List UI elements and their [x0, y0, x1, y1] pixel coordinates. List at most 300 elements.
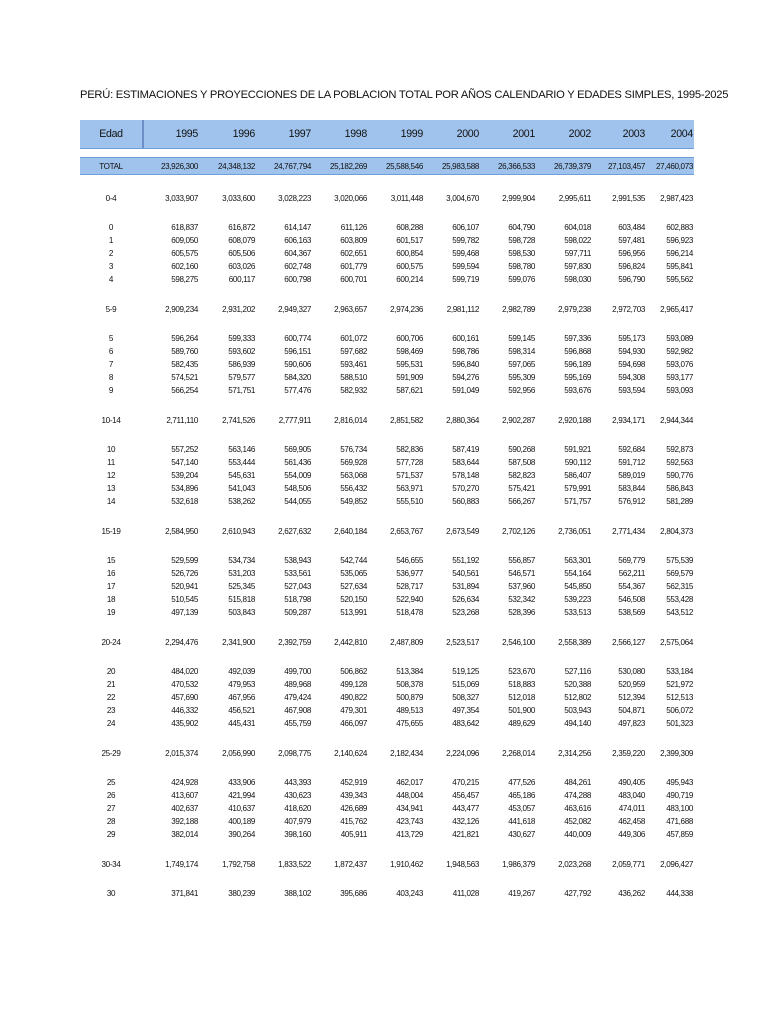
- population-cell: 392,188: [171, 817, 198, 826]
- population-cell: 471,688: [666, 817, 693, 826]
- table-row: [80, 593, 694, 606]
- population-cell: 533,184: [666, 667, 693, 676]
- population-cell: 540,561: [452, 569, 479, 578]
- age-group-row: [80, 301, 694, 317]
- population-cell: 577,476: [284, 386, 311, 395]
- population-cell: 591,712: [618, 458, 645, 467]
- age-label: 25: [106, 778, 116, 787]
- population-cell: 410,637: [228, 804, 255, 813]
- population-cell: 597,711: [564, 249, 591, 258]
- population-cell: 489,629: [508, 719, 535, 728]
- population-cell: 456,521: [228, 706, 255, 715]
- group-total-cell: 2,995,611: [558, 193, 591, 203]
- population-cell: 499,700: [284, 667, 311, 676]
- total-cell: 24,767,794: [273, 161, 311, 171]
- population-cell: 571,751: [228, 386, 255, 395]
- population-cell: 595,562: [666, 275, 693, 284]
- table-row: [80, 580, 694, 593]
- population-cell: 570,270: [452, 484, 479, 493]
- year-header: 2004: [670, 128, 693, 140]
- population-cell: 512,513: [666, 693, 693, 702]
- year-header: 1996: [232, 128, 255, 140]
- population-cell: 593,602: [228, 347, 255, 356]
- population-cell: 441,618: [508, 817, 535, 826]
- population-cell: 532,342: [508, 595, 535, 604]
- population-cell: 591,921: [564, 445, 591, 454]
- group-total-cell: 2,965,417: [660, 304, 693, 314]
- table-row: [80, 234, 694, 247]
- population-cell: 555,510: [396, 497, 423, 506]
- population-cell: 596,214: [666, 249, 693, 258]
- age-label: 3: [108, 262, 114, 271]
- population-cell: 571,757: [564, 497, 591, 506]
- population-cell: 599,076: [508, 275, 535, 284]
- population-cell: 489,513: [396, 706, 423, 715]
- age-label: 0: [108, 223, 114, 232]
- population-cell: 590,112: [564, 458, 591, 467]
- population-cell: 477,526: [508, 778, 535, 787]
- population-cell: 529,599: [171, 556, 198, 565]
- group-total-cell: 2,851,582: [390, 415, 423, 425]
- population-cell: 520,150: [340, 595, 367, 604]
- group-total-cell: 2,268,014: [502, 748, 535, 758]
- population-cell: 604,367: [284, 249, 311, 258]
- population-cell: 535,065: [340, 569, 367, 578]
- population-cell: 595,531: [396, 360, 423, 369]
- population-cell: 435,902: [171, 719, 198, 728]
- population-cell: 400,189: [228, 817, 255, 826]
- population-cell: 551,192: [452, 556, 479, 565]
- population-cell: 597,830: [564, 262, 591, 271]
- population-cell: 508,327: [452, 693, 479, 702]
- age-label: 8: [108, 373, 114, 382]
- population-cell: 546,655: [396, 556, 423, 565]
- population-cell: 589,760: [171, 347, 198, 356]
- year-header: 1997: [288, 128, 311, 140]
- population-cell: 430,627: [508, 830, 535, 839]
- population-cell: 575,421: [508, 484, 535, 493]
- population-cell: 596,151: [284, 347, 311, 356]
- population-cell: 571,537: [396, 471, 423, 480]
- population-cell: 601,517: [396, 236, 423, 245]
- population-cell: 599,333: [228, 334, 255, 343]
- age-label: 1: [108, 236, 114, 245]
- population-cell: 587,621: [396, 386, 423, 395]
- group-total-cell: 2,523,517: [446, 637, 479, 647]
- group-total-cell: 2,902,287: [502, 415, 535, 425]
- population-cell: 533,513: [564, 608, 591, 617]
- population-cell: 506,862: [340, 667, 367, 676]
- population-cell: 483,100: [666, 804, 693, 813]
- group-total-cell: 2,140,624: [334, 748, 367, 758]
- population-cell: 413,729: [396, 830, 423, 839]
- population-cell: 490,822: [340, 693, 367, 702]
- population-cell: 520,959: [618, 680, 645, 689]
- age-label: 13: [106, 484, 116, 493]
- age-label: 2: [108, 249, 114, 258]
- population-cell: 470,215: [452, 778, 479, 787]
- age-group-row: [80, 523, 694, 539]
- age-label: 23: [106, 706, 116, 715]
- table-row: [80, 371, 694, 384]
- population-cell: 553,444: [228, 458, 255, 467]
- population-cell: 497,139: [171, 608, 198, 617]
- population-cell: 563,971: [396, 484, 423, 493]
- population-cell: 467,956: [228, 693, 255, 702]
- population-cell: 513,384: [396, 667, 423, 676]
- population-cell: 616,872: [228, 223, 255, 232]
- group-total-cell: 3,011,448: [390, 193, 423, 203]
- population-cell: 538,569: [618, 608, 645, 617]
- population-cell: 602,651: [340, 249, 367, 258]
- table-row: [80, 260, 694, 273]
- total-row: [80, 157, 694, 175]
- population-cell: 518,883: [508, 680, 535, 689]
- population-cell: 554,009: [284, 471, 311, 480]
- population-cell: 470,532: [171, 680, 198, 689]
- population-cell: 452,919: [340, 778, 367, 787]
- population-cell: 483,040: [618, 791, 645, 800]
- population-cell: 562,315: [666, 582, 693, 591]
- age-group-label: 30-34: [101, 859, 121, 869]
- table-row: [80, 384, 694, 397]
- age-label: 21: [106, 680, 116, 689]
- population-cell: 527,043: [284, 582, 311, 591]
- group-total-cell: 2,777,911: [278, 415, 311, 425]
- population-cell: 531,894: [452, 582, 479, 591]
- population-cell: 497,823: [618, 719, 645, 728]
- population-cell: 479,424: [284, 693, 311, 702]
- group-total-cell: 1,986,379: [502, 859, 535, 869]
- population-cell: 548,506: [284, 484, 311, 493]
- group-total-cell: 2,981,112: [446, 304, 479, 314]
- table-body: [80, 175, 694, 900]
- population-cell: 606,107: [452, 223, 479, 232]
- age-label: 12: [106, 471, 116, 480]
- population-cell: 549,852: [340, 497, 367, 506]
- group-total-cell: 3,020,066: [334, 193, 367, 203]
- population-cell: 600,798: [284, 275, 311, 284]
- population-cell: 611,126: [340, 223, 367, 232]
- population-cell: 566,267: [508, 497, 535, 506]
- population-cell: 483,642: [452, 719, 479, 728]
- population-cell: 554,367: [618, 582, 645, 591]
- population-cell: 506,072: [666, 706, 693, 715]
- population-cell: 497,354: [452, 706, 479, 715]
- table-row: [80, 443, 694, 456]
- population-cell: 554,164: [564, 569, 591, 578]
- population-cell: 545,631: [228, 471, 255, 480]
- table-row: [80, 691, 694, 704]
- population-cell: 519,125: [452, 667, 479, 676]
- population-cell: 556,432: [340, 484, 367, 493]
- population-cell: 574,521: [171, 373, 198, 382]
- population-cell: 426,689: [340, 804, 367, 813]
- population-cell: 569,905: [284, 445, 311, 454]
- population-cell: 569,579: [666, 569, 693, 578]
- population-cell: 512,394: [618, 693, 645, 702]
- group-total-cell: 2,949,327: [278, 304, 311, 314]
- age-column-header: Edad: [99, 128, 123, 140]
- population-cell: 582,823: [508, 471, 535, 480]
- group-total-cell: 2,999,904: [502, 193, 535, 203]
- group-total-cell: 2,931,202: [222, 304, 255, 314]
- group-total-cell: 2,294,476: [165, 637, 198, 647]
- population-cell: 596,956: [618, 249, 645, 258]
- population-cell: 503,943: [564, 706, 591, 715]
- population-cell: 515,818: [228, 595, 255, 604]
- group-total-cell: 2,096,427: [660, 859, 693, 869]
- table-row: [80, 469, 694, 482]
- population-cell: 600,854: [396, 249, 423, 258]
- population-cell: 603,809: [340, 236, 367, 245]
- age-label: 18: [106, 595, 116, 604]
- age-label: 29: [106, 830, 116, 839]
- population-cell: 587,419: [452, 445, 479, 454]
- table-row: [80, 456, 694, 469]
- population-cell: 513,991: [340, 608, 367, 617]
- table-row: [80, 828, 694, 841]
- table-row: [80, 678, 694, 691]
- age-label: 16: [106, 569, 116, 578]
- population-cell: 596,189: [564, 360, 591, 369]
- population-cell: 600,117: [228, 275, 255, 284]
- year-header: 2000: [456, 128, 479, 140]
- population-cell: 403,243: [396, 889, 423, 898]
- population-cell: 596,824: [618, 262, 645, 271]
- population-cell: 597,336: [564, 334, 591, 343]
- population-cell: 546,508: [618, 595, 645, 604]
- population-cell: 560,883: [452, 497, 479, 506]
- population-cell: 520,941: [171, 582, 198, 591]
- table-row: [80, 704, 694, 717]
- population-cell: 604,790: [508, 223, 535, 232]
- population-cell: 581,289: [666, 497, 693, 506]
- population-cell: 543,512: [666, 608, 693, 617]
- population-cell: 583,844: [618, 484, 645, 493]
- population-cell: 579,577: [228, 373, 255, 382]
- population-cell: 593,089: [666, 334, 693, 343]
- population-cell: 527,116: [564, 667, 591, 676]
- year-header: 2003: [622, 128, 645, 140]
- population-cell: 569,779: [618, 556, 645, 565]
- population-cell: 590,776: [666, 471, 693, 480]
- age-group-label: 5-9: [105, 304, 117, 314]
- population-cell: 597,065: [508, 360, 535, 369]
- group-total-cell: 3,033,907: [165, 193, 198, 203]
- group-total-cell: 2,741,526: [222, 415, 255, 425]
- population-cell: 525,345: [228, 582, 255, 591]
- population-cell: 427,792: [564, 889, 591, 898]
- population-cell: 604,018: [564, 223, 591, 232]
- population-cell: 582,932: [340, 386, 367, 395]
- group-total-cell: 2,546,100: [502, 637, 535, 647]
- population-cell: 424,928: [171, 778, 198, 787]
- population-cell: 599,145: [508, 334, 535, 343]
- population-cell: 601,072: [340, 334, 367, 343]
- population-cell: 443,393: [284, 778, 311, 787]
- population-cell: 590,268: [508, 445, 535, 454]
- population-cell: 523,268: [452, 608, 479, 617]
- year-header: 1998: [344, 128, 367, 140]
- population-cell: 598,314: [508, 347, 535, 356]
- population-cell: 591,909: [396, 373, 423, 382]
- age-label: 24: [106, 719, 116, 728]
- population-cell: 433,906: [228, 778, 255, 787]
- group-total-cell: 1,749,174: [165, 859, 198, 869]
- group-total-cell: 3,004,670: [446, 193, 479, 203]
- group-total-cell: 2,584,950: [165, 526, 198, 536]
- population-cell: 457,859: [666, 830, 693, 839]
- population-cell: 411,028: [452, 889, 479, 898]
- population-cell: 539,223: [564, 595, 591, 604]
- population-cell: 546,571: [508, 569, 535, 578]
- population-cell: 588,510: [340, 373, 367, 382]
- population-cell: 490,405: [618, 778, 645, 787]
- population-cell: 599,782: [452, 236, 479, 245]
- group-total-cell: 2,098,775: [278, 748, 311, 758]
- population-cell: 474,288: [564, 791, 591, 800]
- age-label: 17: [106, 582, 116, 591]
- page-title: PERÚ: ESTIMACIONES Y PROYECCIONES DE LA POBLACION TOTAL POR AÑOS CALENDARIO Y EDADES SIMPLES, 1995-2025: [80, 89, 729, 101]
- group-total-cell: 2,972,703: [612, 304, 645, 314]
- total-cell: 25,588,546: [385, 161, 423, 171]
- age-label: 22: [106, 693, 116, 702]
- population-cell: 586,407: [564, 471, 591, 480]
- age-label: 7: [108, 360, 114, 369]
- population-cell: 596,923: [666, 236, 693, 245]
- population-cell: 467,908: [284, 706, 311, 715]
- population-cell: 512,018: [508, 693, 535, 702]
- group-total-cell: 2,702,126: [502, 526, 535, 536]
- total-label: TOTAL: [99, 161, 123, 171]
- group-total-cell: 2,359,220: [612, 748, 645, 758]
- group-total-cell: 2,987,423: [660, 193, 693, 203]
- age-label: 9: [108, 386, 114, 395]
- table-row: [80, 247, 694, 260]
- age-group-label: 20-24: [101, 637, 121, 647]
- population-cell: 600,575: [396, 262, 423, 271]
- group-total-cell: 3,033,600: [222, 193, 255, 203]
- population-cell: 600,706: [396, 334, 423, 343]
- population-cell: 509,287: [284, 608, 311, 617]
- population-cell: 597,481: [618, 236, 645, 245]
- group-total-cell: 3,028,223: [278, 193, 311, 203]
- group-total-cell: 1,792,758: [222, 859, 255, 869]
- population-table: [80, 120, 694, 900]
- population-cell: 430,623: [284, 791, 311, 800]
- table-row: [80, 482, 694, 495]
- population-cell: 556,857: [508, 556, 535, 565]
- group-total-cell: 2,736,051: [558, 526, 591, 536]
- group-total-cell: 2,015,374: [165, 748, 198, 758]
- population-cell: 598,530: [508, 249, 535, 258]
- population-cell: 446,332: [171, 706, 198, 715]
- population-cell: 499,128: [340, 680, 367, 689]
- group-total-cell: 2,880,364: [446, 415, 479, 425]
- group-total-cell: 2,487,809: [390, 637, 423, 647]
- population-cell: 527,634: [340, 582, 367, 591]
- total-cell: 24,348,132: [217, 161, 255, 171]
- population-cell: 593,461: [340, 360, 367, 369]
- population-cell: 608,288: [396, 223, 423, 232]
- age-label: 15: [106, 556, 116, 565]
- population-cell: 579,991: [564, 484, 591, 493]
- population-cell: 503,843: [228, 608, 255, 617]
- total-cell: 25,983,588: [441, 161, 479, 171]
- table-header: [80, 120, 694, 149]
- population-cell: 606,163: [284, 236, 311, 245]
- population-cell: 455,759: [284, 719, 311, 728]
- age-label: 20: [106, 667, 116, 676]
- population-cell: 561,436: [284, 458, 311, 467]
- population-cell: 598,728: [508, 236, 535, 245]
- group-total-cell: 2,979,238: [558, 304, 591, 314]
- table-row: [80, 606, 694, 619]
- population-cell: 562,211: [618, 569, 645, 578]
- table-row: [80, 221, 694, 234]
- group-total-cell: 2,934,171: [612, 415, 645, 425]
- population-cell: 592,873: [666, 445, 693, 454]
- population-cell: 500,879: [396, 693, 423, 702]
- population-cell: 474,011: [618, 804, 645, 813]
- population-cell: 600,774: [284, 334, 311, 343]
- population-cell: 593,594: [618, 386, 645, 395]
- age-group-row: [80, 745, 694, 761]
- age-label: 14: [106, 497, 116, 506]
- group-total-cell: 2,558,389: [558, 637, 591, 647]
- group-total-cell: 1,910,462: [390, 859, 423, 869]
- table-row: [80, 789, 694, 802]
- population-cell: 518,478: [396, 608, 423, 617]
- population-cell: 501,323: [666, 719, 693, 728]
- age-label: 4: [108, 275, 114, 284]
- group-total-cell: 2,963,657: [334, 304, 367, 314]
- group-total-cell: 2,566,127: [612, 637, 645, 647]
- age-label: 19: [106, 608, 116, 617]
- population-cell: 601,779: [340, 262, 367, 271]
- population-cell: 443,477: [452, 804, 479, 813]
- population-cell: 521,972: [666, 680, 693, 689]
- population-cell: 592,982: [666, 347, 693, 356]
- population-cell: 453,057: [508, 804, 535, 813]
- total-cell: 26,366,533: [497, 161, 535, 171]
- population-cell: 598,275: [171, 275, 198, 284]
- population-cell: 597,682: [340, 347, 367, 356]
- age-group-row: [80, 634, 694, 650]
- population-cell: 463,616: [564, 804, 591, 813]
- population-cell: 531,203: [228, 569, 255, 578]
- population-cell: 582,836: [396, 445, 423, 454]
- group-total-cell: 2,816,014: [334, 415, 367, 425]
- age-label: 10: [106, 445, 116, 454]
- population-cell: 512,802: [564, 693, 591, 702]
- table-row: [80, 887, 694, 900]
- population-cell: 593,177: [666, 373, 693, 382]
- population-cell: 603,026: [228, 262, 255, 271]
- population-cell: 398,160: [284, 830, 311, 839]
- table-row: [80, 567, 694, 580]
- population-cell: 602,160: [171, 262, 198, 271]
- population-cell: 577,728: [396, 458, 423, 467]
- population-cell: 598,022: [564, 236, 591, 245]
- population-cell: 418,620: [284, 804, 311, 813]
- population-cell: 594,276: [452, 373, 479, 382]
- population-cell: 508,378: [396, 680, 423, 689]
- group-total-cell: 2,627,632: [278, 526, 311, 536]
- population-cell: 489,968: [284, 680, 311, 689]
- population-cell: 595,169: [564, 373, 591, 382]
